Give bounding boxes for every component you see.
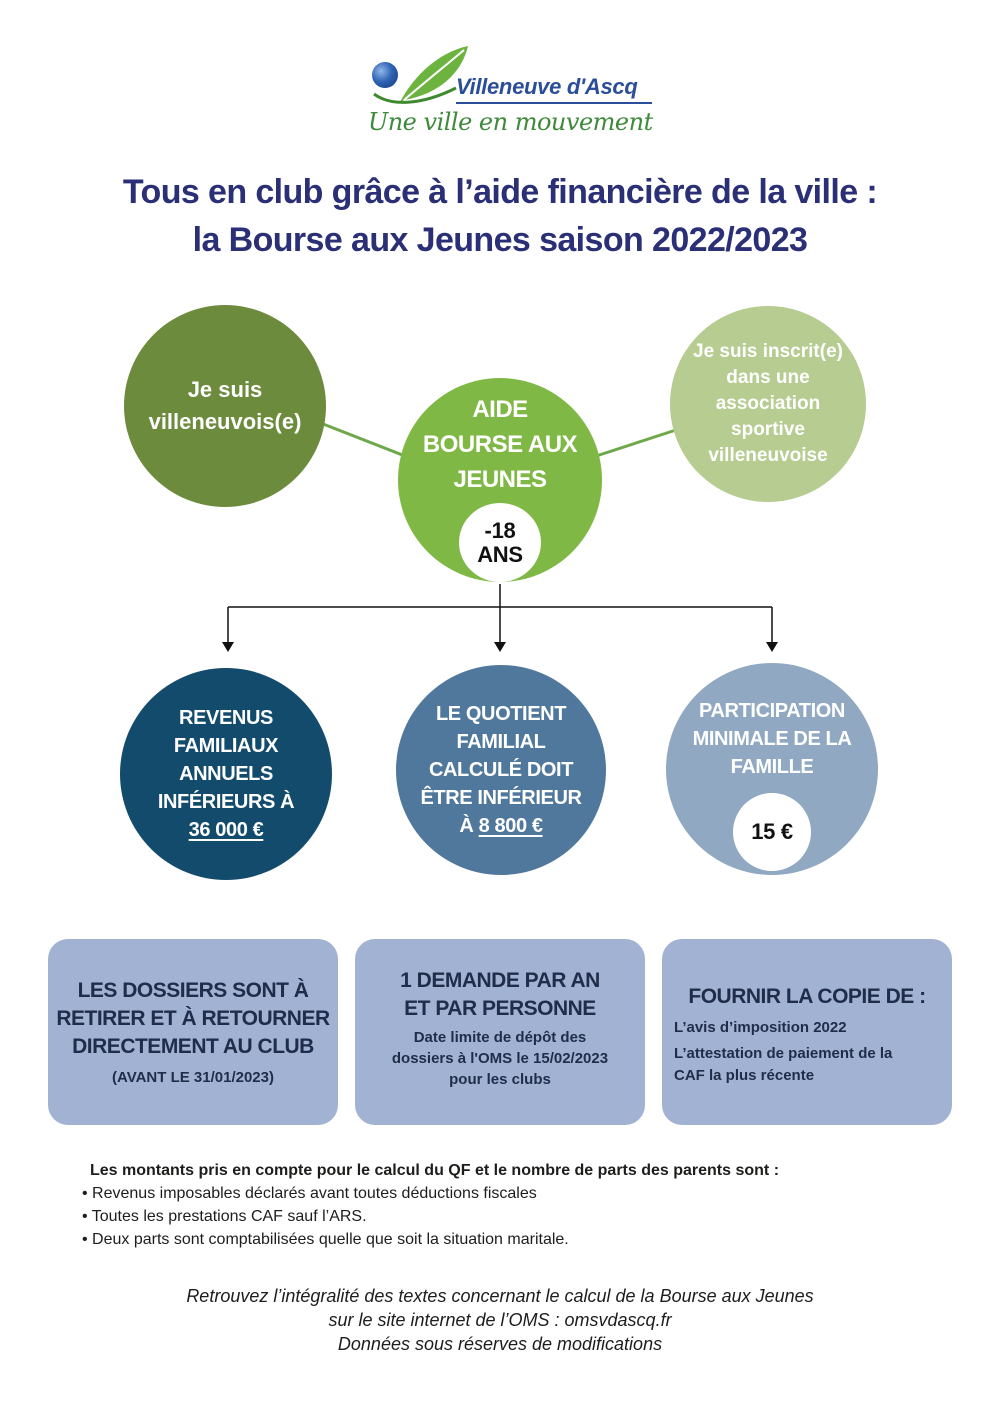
circle-resident bbox=[124, 305, 326, 507]
logo-underline bbox=[456, 102, 652, 104]
circle-association bbox=[670, 306, 866, 502]
box-copie bbox=[662, 939, 952, 1125]
age-badge-value: -18 bbox=[484, 517, 516, 543]
notes-heading: Les montants pris en compte pour le calcul du QF et le nombre de parts des parents sont : bbox=[90, 1162, 780, 1179]
notes-list bbox=[82, 1182, 932, 1251]
quotient-amount: 8 800 € bbox=[478, 815, 543, 837]
revenus-amount: 36 000 € bbox=[188, 819, 264, 841]
page-title bbox=[0, 168, 1000, 264]
box-dossiers bbox=[48, 939, 338, 1125]
demande-line-1: 1 DEMANDE PAR AN bbox=[400, 969, 600, 992]
demande-line-2: ET PAR PERSONNE bbox=[404, 997, 596, 1020]
circle-revenus bbox=[120, 668, 332, 880]
dossiers-line-2: RETIRER ET À RETOURNER bbox=[56, 1007, 330, 1030]
quotient-prefix: À bbox=[459, 815, 474, 837]
city-logo bbox=[360, 44, 660, 144]
arrowhead-center bbox=[494, 642, 506, 652]
footer-line-1: Retrouvez l’intégralité des textes concernant le calcul de la Bourse aux Jeunes bbox=[186, 1286, 814, 1306]
revenus-line-4: INFÉRIEURS À bbox=[157, 791, 295, 813]
connector-left bbox=[318, 422, 410, 458]
quotient-line-4: ÊTRE INFÉRIEUR bbox=[420, 787, 582, 809]
copie-title: FOURNIR LA COPIE DE : bbox=[688, 985, 926, 1008]
arrowhead-right bbox=[766, 642, 778, 652]
demande-note-2: dossiers à l'OMS le 15/02/2023 bbox=[391, 1050, 609, 1067]
participation-badge bbox=[733, 793, 811, 871]
logo-tagline: Une ville en mouvement bbox=[368, 108, 653, 136]
association-line-2: dans une bbox=[726, 367, 810, 388]
age-badge bbox=[459, 503, 541, 582]
copie-item-2b: CAF la plus récente bbox=[674, 1067, 815, 1084]
aide-line-3: JEUNES bbox=[453, 466, 547, 493]
quotient-line-2: FAMILIAL bbox=[456, 731, 546, 753]
revenus-line-2: FAMILIAUX bbox=[173, 735, 279, 757]
box-demande bbox=[355, 939, 645, 1125]
copie-item-1: L’avis d’imposition 2022 bbox=[674, 1019, 847, 1036]
revenus-line-1: REVENUS bbox=[179, 707, 273, 729]
participation-amount: 15 € bbox=[751, 819, 793, 844]
association-line-5: villeneuvoise bbox=[708, 445, 828, 466]
demande-note-1: Date limite de dépôt des bbox=[413, 1029, 587, 1046]
participation-line-1: PARTICIPATION bbox=[699, 700, 845, 722]
revenus-line-3: ANNUELS bbox=[179, 763, 273, 785]
dossiers-line-3: DIRECTEMENT AU CLUB bbox=[72, 1035, 314, 1058]
connector-right bbox=[590, 430, 676, 458]
list-item: • Revenus imposables déclarés avant toutes déductions fiscales bbox=[82, 1185, 537, 1202]
footer-line-3: Données sous réserves de modifications bbox=[337, 1334, 663, 1354]
copie-item-2a: L’attestation de paiement de la bbox=[674, 1045, 893, 1062]
quotient-line-3: CALCULÉ DOIT bbox=[428, 759, 574, 781]
participation-line-3: FAMILLE bbox=[730, 756, 814, 778]
circle-participation bbox=[666, 663, 878, 875]
dossiers-deadline: (AVANT LE 31/01/2023) bbox=[111, 1069, 274, 1086]
association-line-4: sportive bbox=[731, 419, 805, 440]
arrowhead-left bbox=[222, 642, 234, 652]
aide-line-2: BOURSE AUX bbox=[422, 431, 578, 458]
globe-icon bbox=[372, 62, 398, 88]
demande-note-3: pour les clubs bbox=[449, 1071, 551, 1088]
footer bbox=[0, 1284, 1000, 1356]
notes-section bbox=[82, 1160, 932, 1251]
logo-name: Villeneuve d'Ascq bbox=[456, 74, 638, 99]
list-item: • Deux parts sont comptabilisées quelle que soit la situation maritale. bbox=[82, 1231, 569, 1248]
dossiers-line-1: LES DOSSIERS SONT À bbox=[77, 979, 309, 1002]
age-badge-unit: ANS bbox=[477, 541, 523, 567]
resident-line-1: Je suis bbox=[187, 377, 263, 402]
list-item: • Toutes les prestations CAF sauf l’ARS. bbox=[82, 1208, 367, 1225]
title-line-1: Tous en club grâce à l’aide financière de la ville : bbox=[122, 173, 878, 211]
quotient-line-1: LE QUOTIENT bbox=[435, 703, 567, 725]
copie-list bbox=[662, 1017, 952, 1087]
resident-line-2: villeneuvois(e) bbox=[148, 409, 302, 434]
title-line-2: la Bourse aux Jeunes saison 2022/2023 bbox=[192, 221, 808, 259]
circle-quotient bbox=[396, 665, 606, 875]
aide-line-1: AIDE bbox=[472, 396, 528, 423]
footer-line-2: sur le site internet de l’OMS : omsvdascq.fr bbox=[328, 1310, 672, 1330]
circle-aide-bourse bbox=[398, 378, 602, 582]
association-line-3: association bbox=[715, 393, 821, 414]
participation-line-2: MINIMALE DE LA bbox=[692, 728, 852, 750]
quotient-amount-line bbox=[459, 812, 542, 840]
association-line-1: Je suis inscrit(e) bbox=[693, 341, 843, 362]
